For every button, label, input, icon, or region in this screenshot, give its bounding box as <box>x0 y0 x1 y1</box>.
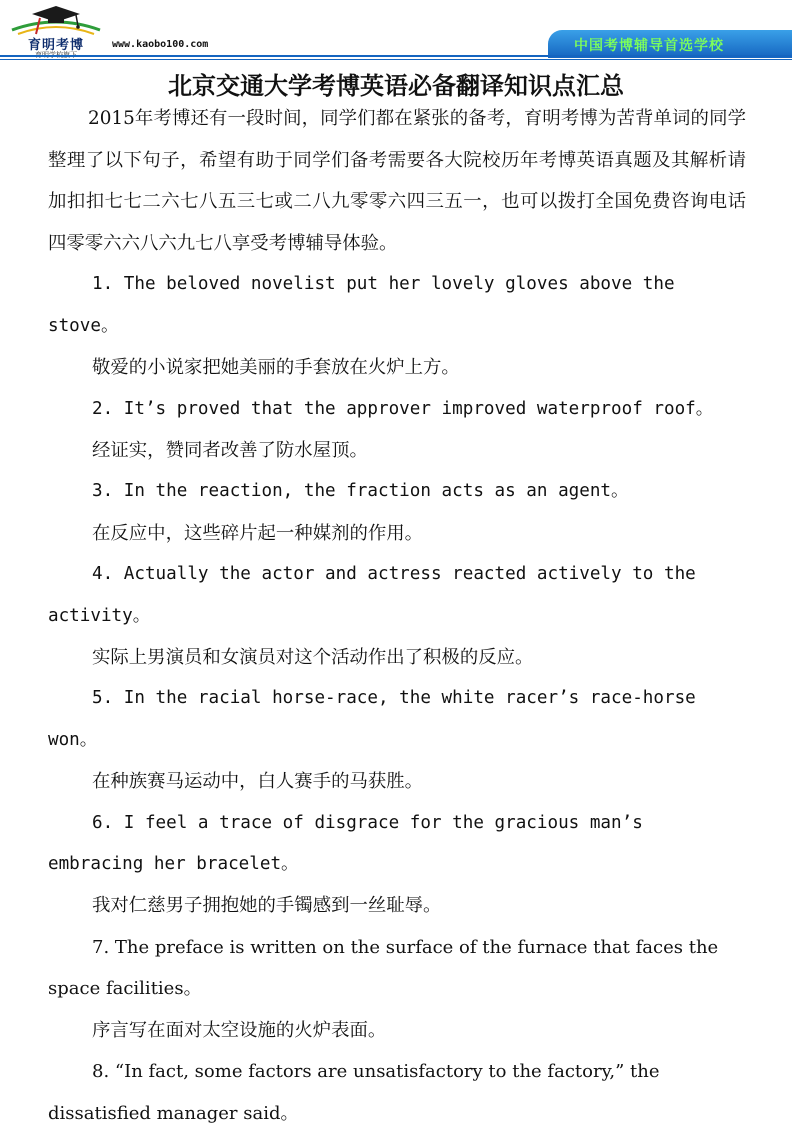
english-sentence: 6. I feel a trace of disgrace for the gracious man’s embracing her bracelet。 <box>48 812 643 875</box>
chinese-translation: 实际上男演员和女演员对这个活动作出了积极的反应。 <box>92 647 534 669</box>
school-logo <box>8 4 104 56</box>
header-rule <box>0 55 792 57</box>
english-sentence: 3. In the reaction, the fraction acts as an agent。 <box>92 481 629 502</box>
list-item <box>48 803 746 927</box>
list-item <box>48 264 746 388</box>
chinese-translation: 敬爱的小说家把她美丽的手套放在火炉上方。 <box>92 357 460 379</box>
intro-paragraph: 2015年考博还有一段时间，同学们都在紧张的备考，育明考博为苦背单词的同学整理了以下句子，希望有助于同学们备考需要各大院校历年考博英语真题及其解析请加扣扣七七二六七八五三七或二八九零零六四三五一，也可以拨打全国免费咨询电话四零零六六八六九七八享受考博辅导体验。 <box>48 108 746 254</box>
logo-name: 育明考博 <box>27 38 84 53</box>
list-item <box>48 678 746 802</box>
list-item <box>48 389 746 472</box>
english-sentence: 7. The preface is written on the surface of the furnace that faces the space facilities。 <box>48 936 719 1000</box>
slogan-text: 中国考博辅导首选学校 <box>574 38 724 54</box>
site-url-link[interactable]: www.kaobo100.com <box>112 39 209 50</box>
chinese-translation: 我对仁慈男子拥抱她的手镯感到一丝耻辱。 <box>92 895 442 917</box>
slogan-banner <box>548 30 792 58</box>
header-rule-thin <box>0 59 792 60</box>
english-sentence: 1. The beloved novelist put her lovely gloves above the stove。 <box>48 274 675 336</box>
document-body <box>48 98 746 1134</box>
chinese-translation: 序言写在面对太空设施的火炉表面。 <box>92 1019 387 1041</box>
graduation-cap-icon <box>8 4 104 38</box>
chinese-translation: 经证实，赞同者改善了防水屋顶。 <box>92 440 368 461</box>
page-header <box>0 0 792 62</box>
list-item <box>48 554 746 678</box>
chinese-translation: 在种族赛马运动中，白人赛手的马获胜。 <box>92 771 424 793</box>
english-sentence: 4. Actually the actor and actress reacted actively to the activity。 <box>48 564 696 626</box>
english-sentence: 8. “In fact, some factors are unsatisfactory to the factory,” the dissatisfied manager said。 <box>48 1061 660 1124</box>
document-title: 北京交通大学考博英语必备翻译知识点汇总 <box>168 72 624 100</box>
list-item <box>48 927 746 1051</box>
chinese-translation: 在反应中，这些碎片起一种媒剂的作用。 <box>92 522 424 544</box>
list-item <box>48 1051 746 1134</box>
english-sentence: 5. In the racial horse-race, the white racer’s race-horse won。 <box>48 688 696 750</box>
list-item <box>48 471 746 554</box>
english-sentence: 2. It’s proved that the approver improved waterproof roof。 <box>92 398 714 419</box>
